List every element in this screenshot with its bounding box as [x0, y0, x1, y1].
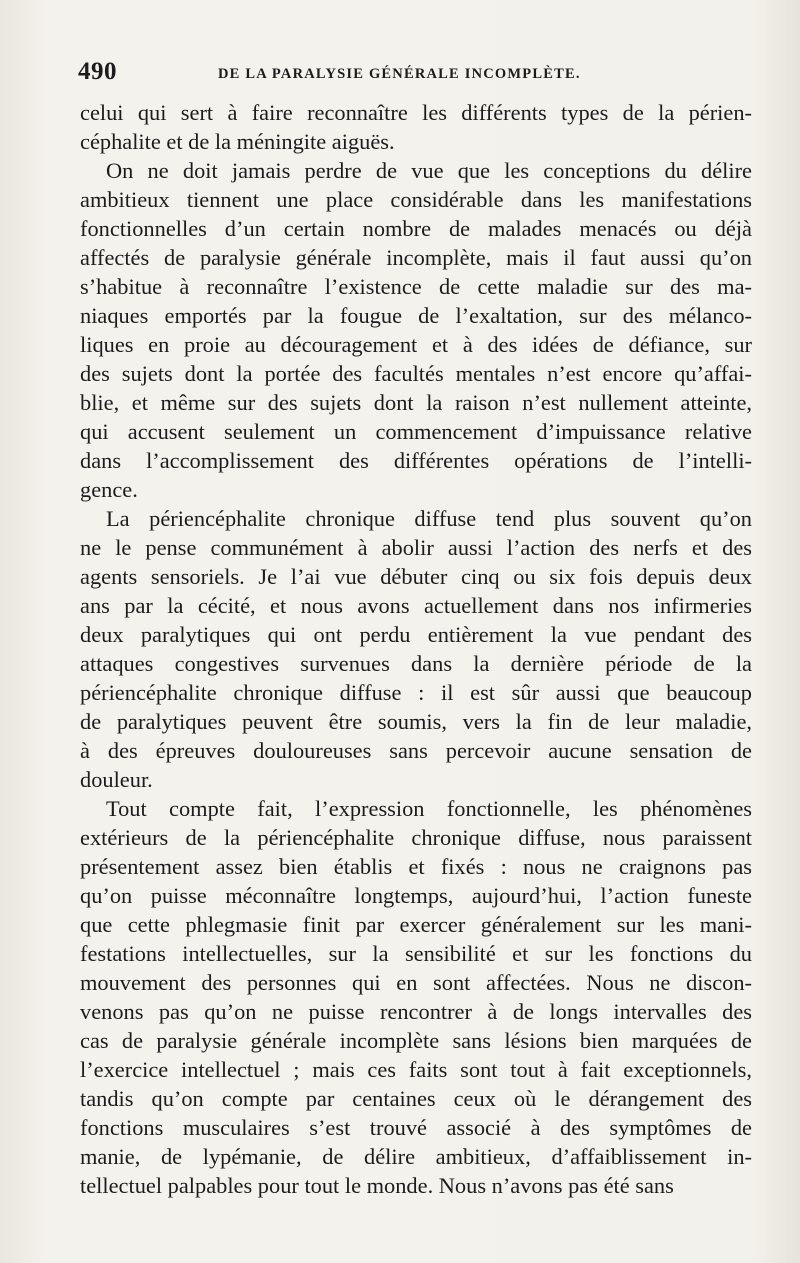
text-line: fonctionnelles d’un certain nombre de malades menacés ou déjà — [80, 216, 752, 241]
text-line: des sujets dont la portée des facultés mentales n’est encore qu’affai- — [80, 361, 752, 386]
text-line: manie, de lypémanie, de délire ambitieux, d’affaiblissement in- — [80, 1144, 752, 1169]
text-line: La périencéphalite chronique diffuse tend plus souvent qu’on — [106, 506, 752, 531]
text-line: ne le pense communément à abolir aussi l’action des nerfs et des — [80, 535, 752, 560]
text-line: tellectuel palpables pour tout le monde. Nous n’avons pas été sans — [80, 1173, 674, 1198]
paragraph — [80, 794, 752, 1200]
text-line: gence. — [80, 477, 138, 502]
running-title: DE LA PARALYSIE GÉNÉRALE INCOMPLÈTE. — [218, 66, 581, 82]
text-line: Tout compte fait, l’expression fonctionnelle, les phénomènes — [106, 796, 752, 821]
paragraph — [80, 98, 752, 156]
text-line: venons pas qu’on ne puisse rencontrer à de longs intervalles des — [80, 999, 752, 1024]
text-line: s’habitue à reconnaître l’existence de cette maladie sur des ma- — [80, 274, 752, 299]
text-line: céphalite et de la méningite aiguës. — [80, 129, 395, 154]
text-line: niaques emportés par la fougue de l’exaltation, sur des mélanco- — [80, 303, 752, 328]
text-line: tandis qu’on compte par centaines ceux où le dérangement des — [80, 1086, 752, 1111]
paragraph — [80, 504, 752, 794]
text-line: l’exercice intellectuel ; mais ces faits sont tout à fait exceptionnels, — [80, 1057, 752, 1082]
body-text — [80, 98, 752, 1200]
text-line: attaques congestives survenues dans la dernière période de la — [80, 651, 752, 676]
text-line: fonctions musculaires s’est trouvé associé à des symptômes de — [80, 1115, 752, 1140]
text-line: dans l’accomplissement des différentes opérations de l’intelli- — [80, 448, 752, 473]
text-line: extérieurs de la périencéphalite chronique diffuse, nous paraissent — [80, 825, 752, 850]
text-line: agents sensoriels. Je l’ai vue débuter cinq ou six fois depuis deux — [80, 564, 752, 589]
text-line: qui accusent seulement un commencement d’impuissance relative — [80, 419, 752, 444]
text-line: liques en proie au découragement et à des idées de défiance, sur — [80, 332, 752, 357]
text-line: deux paralytiques qui ont perdu entièrement la vue pendant des — [80, 622, 752, 647]
text-line: On ne doit jamais perdre de vue que les conceptions du délire — [106, 158, 752, 183]
text-line: ans par la cécité, et nous avons actuellement dans nos infirmeries — [80, 593, 752, 618]
text-line: celui qui sert à faire reconnaître les différents types de la périen- — [80, 100, 752, 125]
text-line: périencéphalite chronique diffuse : il est sûr aussi que beaucoup — [80, 680, 752, 705]
text-line: blie, et même sur des sujets dont la raison n’est nullement atteinte, — [80, 390, 752, 415]
text-line: douleur. — [80, 767, 153, 792]
page-header — [78, 58, 758, 92]
text-line: présentement assez bien établis et fixés : nous ne craignons pas — [80, 854, 752, 879]
text-line: mouvement des personnes qui en sont affectées. Nous ne discon- — [80, 970, 752, 995]
text-line: que cette phlegmasie finit par exercer généralement sur les mani- — [80, 912, 752, 937]
page-number: 490 — [78, 58, 117, 85]
text-line: ambitieux tiennent une place considérable dans les manifestations — [80, 187, 752, 212]
text-line: affectés de paralysie générale incomplète, mais il faut aussi qu’on — [80, 245, 752, 270]
text-line: festations intellectuelles, sur la sensibilité et sur les fonctions du — [80, 941, 752, 966]
text-line: qu’on puisse méconnaître longtemps, aujourd’hui, l’action funeste — [80, 883, 752, 908]
paragraph — [80, 156, 752, 504]
text-line: cas de paralysie générale incomplète sans lésions bien marquées de — [80, 1028, 752, 1053]
text-line: de paralytiques peuvent être soumis, vers la fin de leur maladie, — [80, 709, 752, 734]
text-line: à des épreuves douloureuses sans percevoir aucune sensation de — [80, 738, 752, 763]
